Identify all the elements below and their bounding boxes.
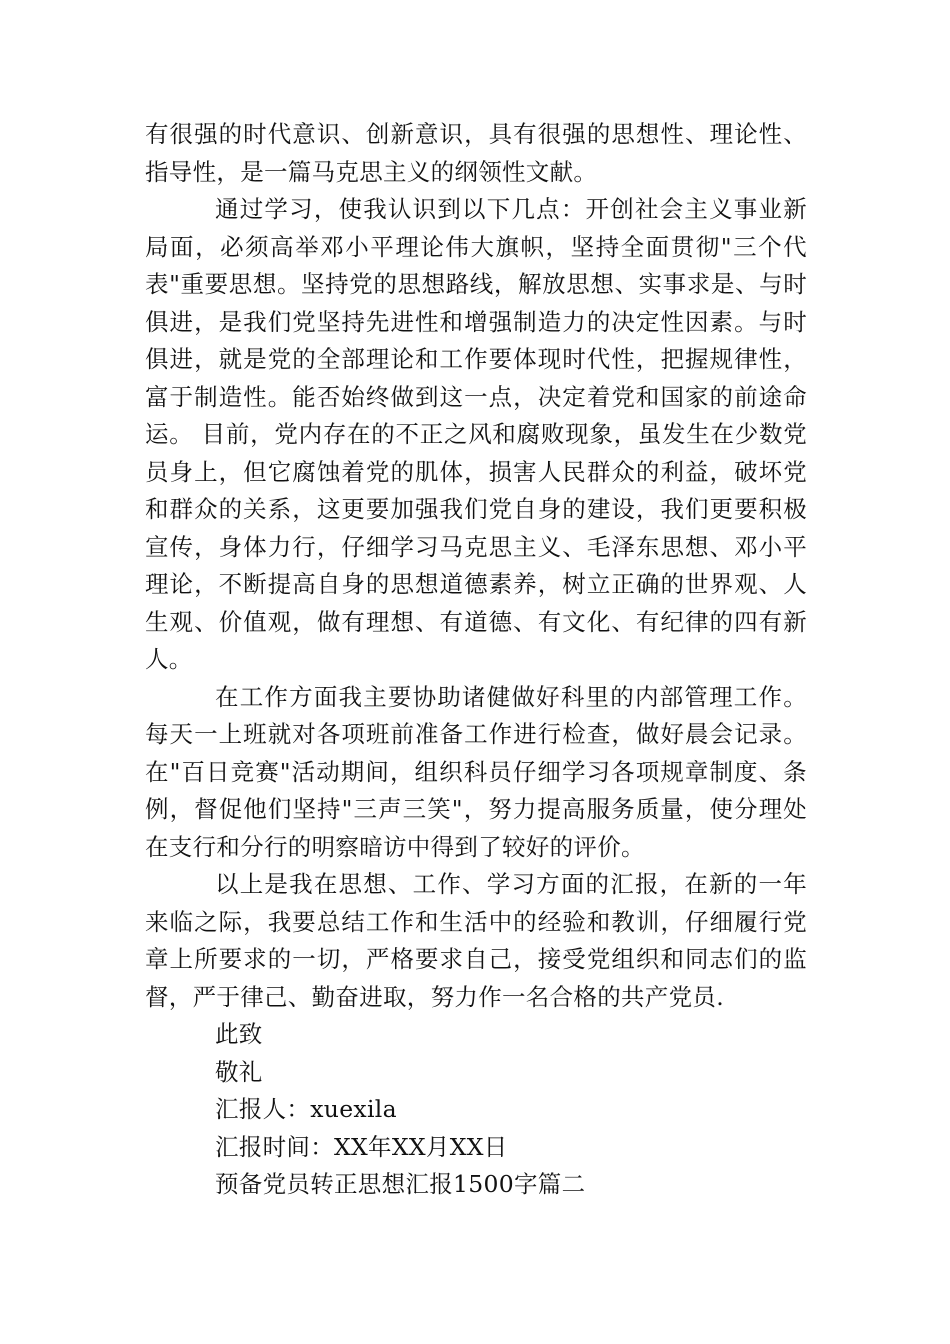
next-section-title: 预备党员转正思想汇报1500字篇二 xyxy=(215,1170,586,1198)
paragraph-summary: 以上是我在思想、工作、学习方面的汇报，在新的一年来临之际，我要总结工作和生活中的经验和教训，仔细履行党章上所要求的一切，严格要求自己，接受党组织和同志们的监督，严于律己、勤奋进取，努力作一名合格的共产党员. xyxy=(145,870,807,1011)
closing-salutation: 此致 xyxy=(215,1020,263,1048)
paragraph-study-insights: 通过学习，使我认识到以下几点：开创社会主义事业新局面，必须高举邓小平理论伟大旗帜，坚持全面贯彻"三个代表"重要思想。坚持党的思想路线，解放思想、实事求是、与时俱进，是我们党坚持先进性和增强制造力的决定性因素。与时俱进，就是党的全部理论和工作要体现时代性，把握规律性，富于制造性。能否始终做到这一点，决定着党和国家的前途命运。 目前，党内存在的不正之风和腐败现象，虽发生在少数党员身上，但它腐蚀着党的肌体，损害人民群众的利益，破坏党和群众的关系，这更要加强我们党自身的建设，我们更要积极宣传，身体力行，仔细学习马克思主义、毛泽东思想、邓小平理论，不断提高自身的思想道德素养，树立正确的世界观、人生观、价值观，做有理想、有道德、有文化、有纪律的四有新人。 xyxy=(145,195,807,673)
document-body xyxy=(145,116,807,1204)
report-date: 汇报时间：XX年XX月XX日 xyxy=(215,1132,508,1161)
reporter-name: 汇报人：xuexila xyxy=(215,1095,397,1123)
paragraph-continuation: 有很强的时代意识、创新意识，具有很强的思想性、理论性、指导性，是一篇马克思主义的纲领性文献。 xyxy=(145,120,807,186)
paragraph-work: 在工作方面我主要协助诸健做好科里的内部管理工作。每天一上班就对各项班前准备工作进行检查，做好晨会记录。在"百日竞赛"活动期间，组织科员仔细学习各项规章制度、条例，督促他们坚持"三声三笑"，努力提高服务质量，使分理处在支行和分行的明察暗访中得到了较好的评价。 xyxy=(145,682,807,861)
closing-regards: 敬礼 xyxy=(215,1057,263,1086)
